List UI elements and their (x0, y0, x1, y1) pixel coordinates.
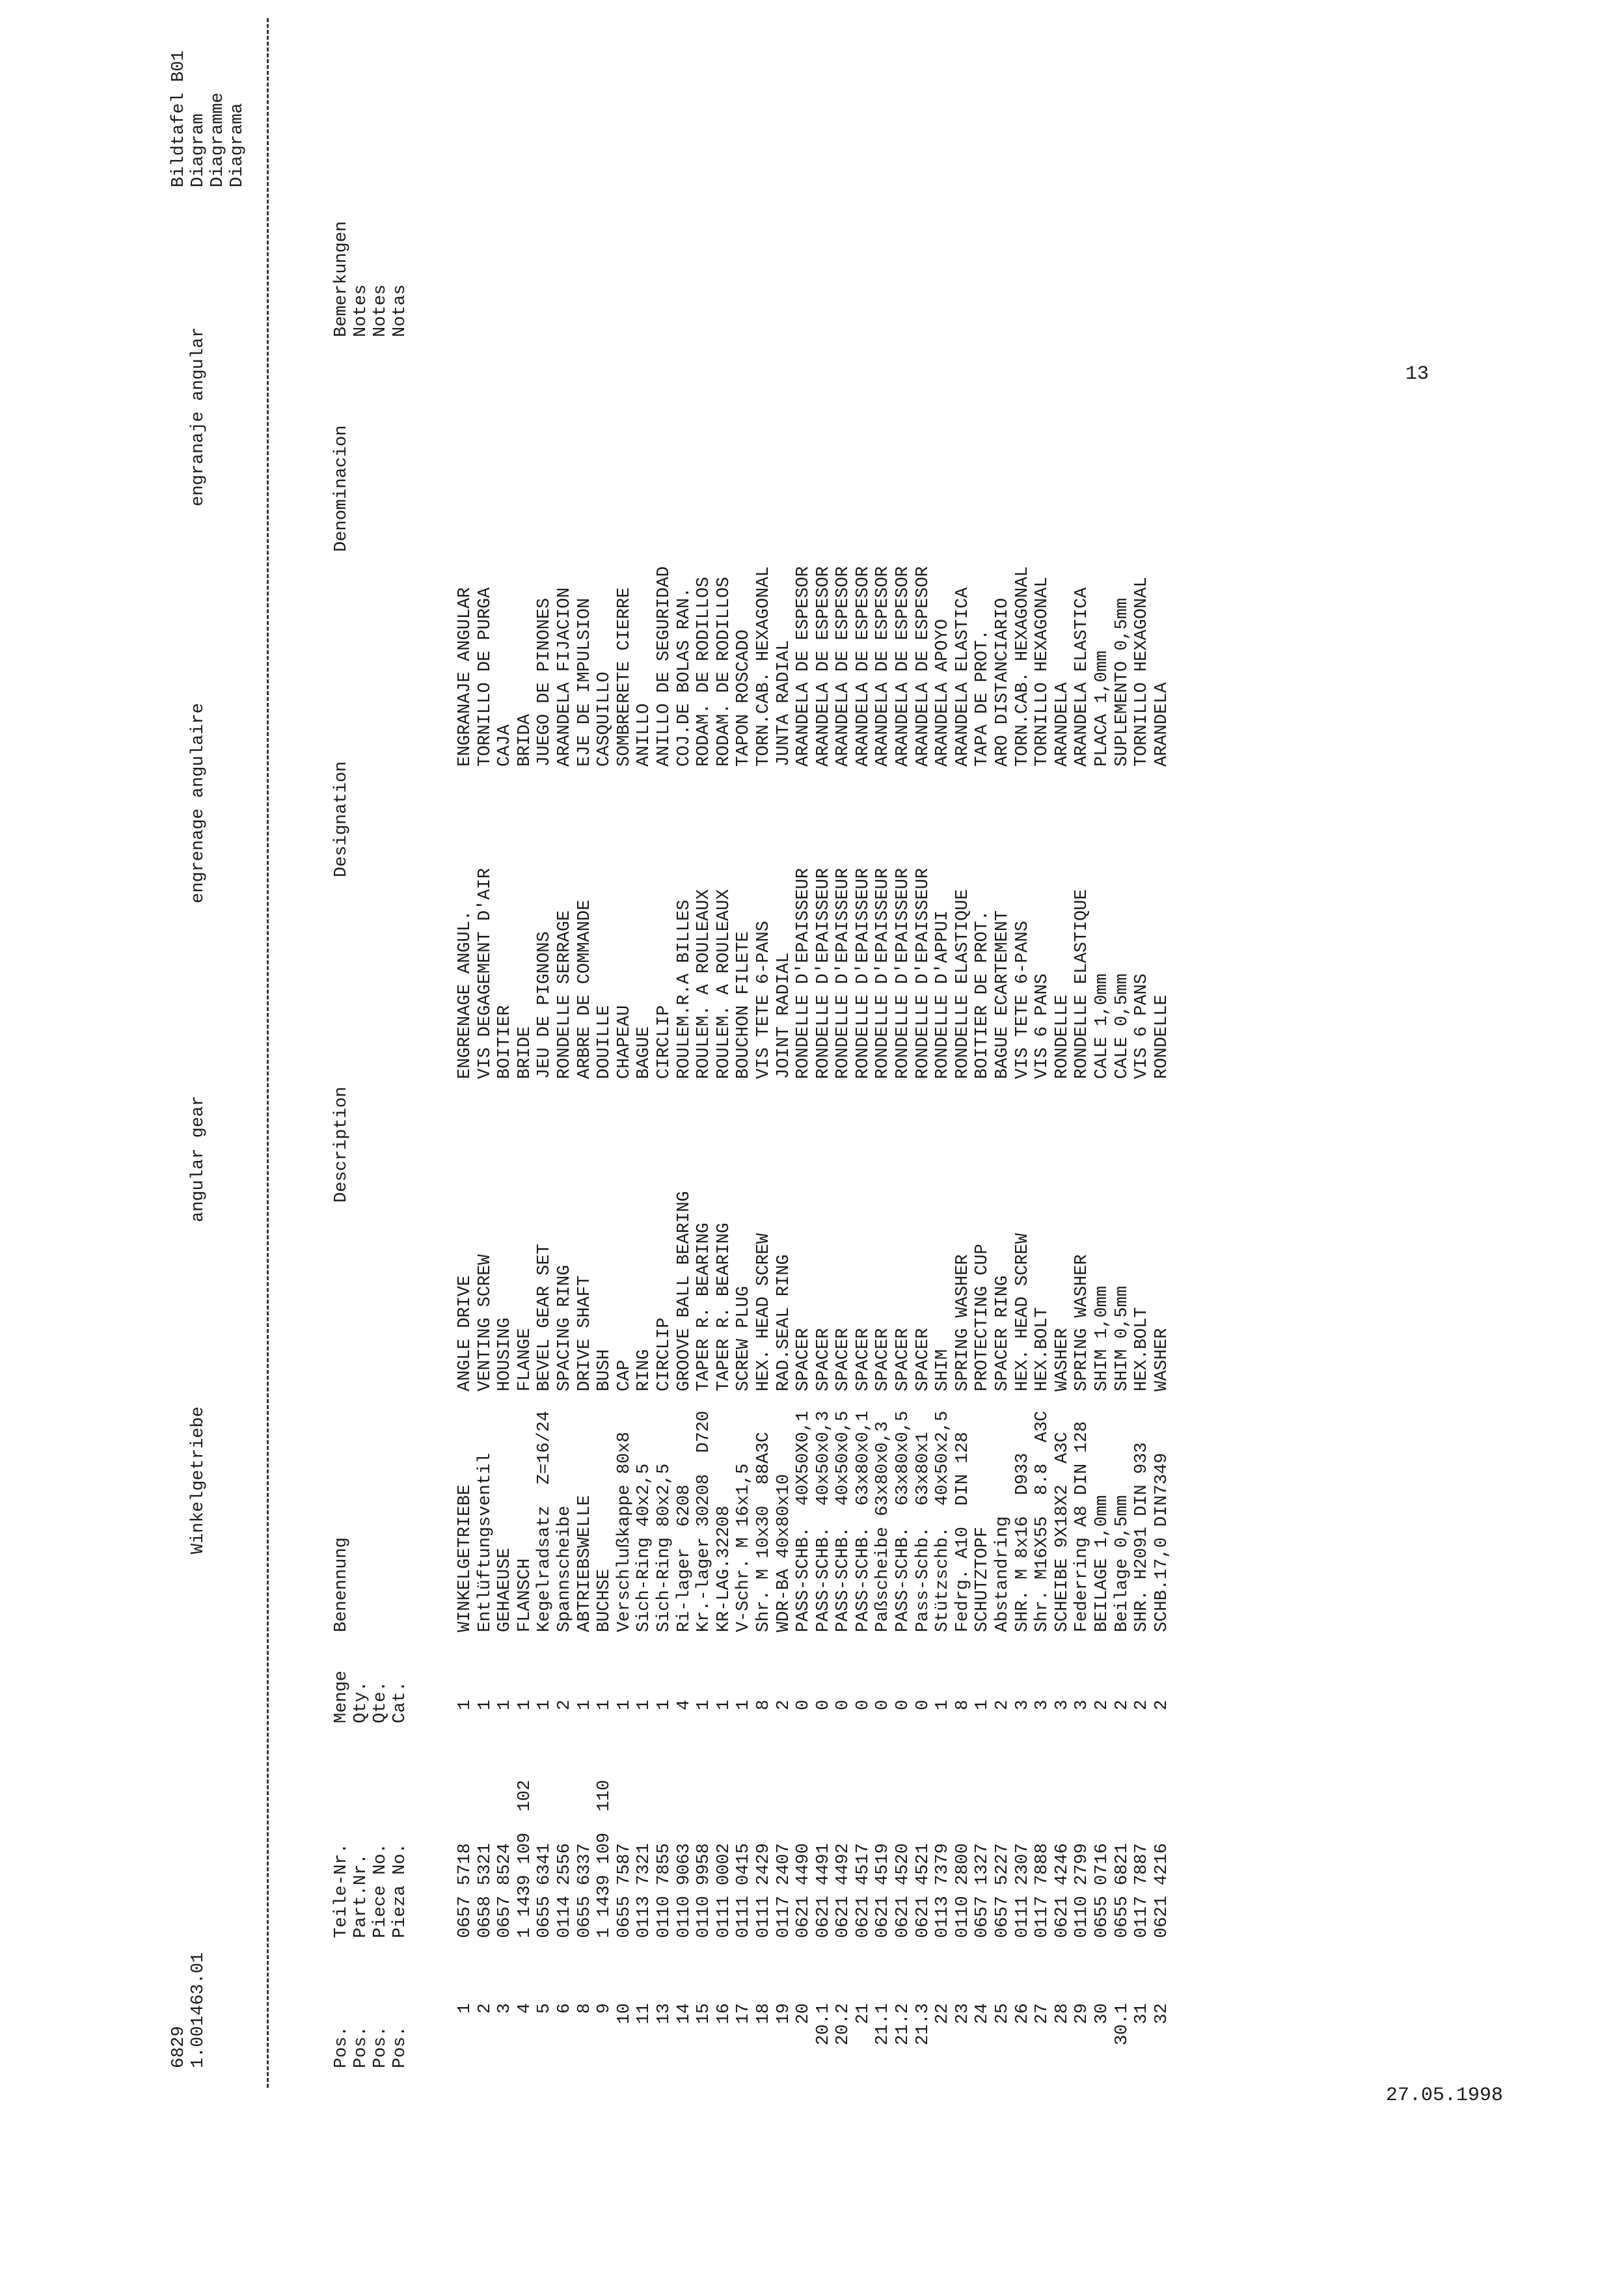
row-es: CAJA (495, 724, 515, 767)
row-en: SPACER (833, 1328, 854, 1391)
row-fr: BAGUE ECARTEMENT (993, 910, 1013, 1079)
row-pos: 24 (973, 2003, 993, 2025)
row-de: Pass-Schb. 63x80x1 (913, 1432, 933, 1632)
row-qty: 1 (694, 1699, 714, 1710)
row-es: ANILLO (634, 703, 655, 767)
row-de: Verschlußkappe 80x8 (614, 1432, 634, 1632)
row-en: SPRING WASHER (953, 1254, 973, 1391)
row-part: 0621 4517 (853, 1843, 873, 1938)
row-en: HEX. HEAD SCREW (753, 1233, 774, 1391)
plate-label-english: Diagram (189, 113, 208, 187)
row-es: TORN.CAB. HEXAGONAL (753, 566, 774, 767)
row-fr: JEU DE PIGNONS (535, 931, 555, 1079)
row-de: WDR-BA 40x80x10 (774, 1473, 794, 1632)
row-de: Shr. M 10x30 88A3C (753, 1432, 774, 1632)
row-qty: 1 (575, 1699, 595, 1710)
row-qty: 8 (953, 1699, 973, 1710)
row-part: 0621 4491 (813, 1843, 833, 1938)
row-es: ARANDELA FIJACION (554, 587, 575, 767)
row-pos: 21.3 (913, 2003, 933, 2045)
row-part: 0621 4519 (873, 1843, 893, 1938)
title-german: Winkelgetriebe (189, 1406, 208, 1554)
row-part: 0655 7587 (614, 1843, 634, 1938)
row-qty: 1 (614, 1699, 634, 1710)
row-en: GROOVE BALL BEARING (674, 1191, 694, 1391)
col-header-french: Designation (332, 761, 351, 877)
row-qty: 8 (753, 1699, 774, 1710)
row-en: SPACER RING (993, 1275, 1013, 1391)
row-part: 0111 2429 (753, 1843, 774, 1938)
row-qty: 0 (853, 1699, 873, 1710)
document-number: 1.001463.01 (189, 1952, 208, 2068)
row-fr: BOUCHON FILETE (734, 931, 754, 1079)
row-qty: 1 (634, 1699, 655, 1710)
row-pos: 18 (753, 2003, 774, 2025)
row-pos: 10 (614, 2003, 634, 2025)
col-header-notes: Bemerkungen Notes Notes Notas (332, 221, 410, 337)
row-en: FLANGE (515, 1328, 535, 1391)
row-qty: 1 (535, 1699, 555, 1710)
row-en: WASHER (1052, 1328, 1072, 1391)
row-en: SPACER (794, 1328, 814, 1391)
row-de: FLANSCH (515, 1558, 535, 1632)
row-fr: CALE 1,0mm (1092, 973, 1112, 1079)
row-de: PASS-SCHB. 63x80x0,5 (893, 1410, 914, 1632)
row-pos: 6 (554, 2003, 575, 2014)
row-de: SHR. M 8x16 D933 (1012, 1453, 1033, 1632)
print-date: 27.05.1998 (1386, 2085, 1504, 2107)
row-pos: 8 (575, 2003, 595, 2014)
row-en: HEX.BOLT (1033, 1307, 1053, 1391)
row-qty: 0 (813, 1699, 833, 1710)
row-fr: DOUILLE (595, 1005, 615, 1079)
row-qty: 1 (475, 1699, 495, 1710)
title-spanish: engranaje angular (189, 327, 208, 506)
row-es: ARANDELA ELASTICA (953, 587, 973, 767)
row-pos: 23 (953, 2003, 973, 2025)
row-part: 0117 7888 (1033, 1843, 1053, 1938)
row-pos: 15 (694, 2003, 714, 2025)
row-qty: 3 (1012, 1699, 1033, 1710)
row-en: SPACER (893, 1328, 914, 1391)
row-es: ARANDELA DE ESPESOR (794, 566, 814, 767)
title-french: engrenage angulaire (189, 703, 208, 903)
row-de: PASS-SCHB. 40X50X0,1 (794, 1410, 814, 1632)
row-part: 0621 4216 (1152, 1843, 1172, 1938)
col-header-spanish: Denominacion (332, 425, 351, 552)
row-qty: 3 (1033, 1699, 1053, 1710)
row-es: COJ.DE BOLAS RAN. (674, 587, 694, 767)
row-es: ARANDELA DE ESPESOR (813, 566, 833, 767)
row-part: 0110 9063 (674, 1843, 694, 1938)
row-en: HEX. HEAD SCREW (1012, 1233, 1033, 1391)
row-en: SPACER (873, 1328, 893, 1391)
plate-label-spanish: Diagrama (228, 103, 247, 187)
row-de: Paßscheibe 63x80x0,3 (873, 1421, 893, 1632)
row-fr: RONDELLE ELASTIQUE (1072, 889, 1092, 1079)
row-qty: 1 (455, 1699, 475, 1710)
row-pos: 19 (774, 2003, 794, 2025)
row-es: BRIDA (515, 713, 535, 767)
row-fr: RONDELLE D'EPAISSEUR (813, 868, 833, 1079)
row-qty: 2 (554, 1699, 575, 1710)
row-pos: 5 (535, 2003, 555, 2014)
row-part: 0621 4492 (833, 1843, 854, 1938)
row-es: TORNILLO HEXAGONAL (1033, 577, 1053, 767)
row-de: Abstandring (993, 1516, 1013, 1632)
row-fr: RONDELLE D'EPAISSEUR (873, 868, 893, 1079)
row-fr: ENGRENAGE ANGUL. (455, 910, 475, 1079)
col-header-qty: Menge Qty. Qte. Cat. (332, 1670, 410, 1723)
row-part: 0111 2307 (1012, 1843, 1033, 1938)
row-es: ARANDELA DE ESPESOR (893, 566, 914, 767)
row-es: ARANDELA (1052, 682, 1072, 767)
row-part: 0621 4520 (893, 1843, 914, 1938)
row-qty: 0 (893, 1699, 914, 1710)
row-fr: VIS 6 PANS (1132, 973, 1152, 1079)
row-en: BEVEL GEAR SET (535, 1244, 555, 1391)
column-quantity (455, 1700, 1172, 1710)
row-en: WASHER (1152, 1328, 1172, 1391)
row-pos: 29 (1072, 2003, 1092, 2025)
row-de: SCHEIBE 9X18X2 A3C (1052, 1432, 1072, 1632)
row-en: ANGLE DRIVE (455, 1275, 475, 1391)
row-es: TAPA DE PROT. (973, 629, 993, 767)
row-qty: 0 (833, 1699, 854, 1710)
row-fr: JOINT RADIAL (774, 952, 794, 1079)
row-part: 0655 6341 (535, 1843, 555, 1938)
row-fr: ROULEM. A ROULEAUX (694, 889, 714, 1079)
row-es: ENGRANAJE ANGULAR (455, 587, 475, 767)
row-de: Kegelradsatz Z=16/24 (535, 1410, 555, 1632)
row-en: TAPER R. BEARING (714, 1222, 734, 1391)
row-pos: 25 (993, 2003, 1013, 2025)
row-qty: 2 (1132, 1699, 1152, 1710)
row-pos: 13 (654, 2003, 674, 2025)
row-en: HEX.BOLT (1132, 1307, 1152, 1391)
row-pos: 26 (1012, 2003, 1033, 2025)
row-de: Stützschb. 40x50x2,5 (933, 1410, 953, 1632)
row-es: ARANDELA (1152, 682, 1172, 767)
row-es: TORNILLO DE PURGA (475, 587, 495, 767)
row-pos: 32 (1152, 2003, 1172, 2025)
row-qty: 3 (1052, 1699, 1072, 1710)
row-es: SUPLEMENTO 0,5mm (1112, 597, 1132, 767)
plate-label-french: Diagramme (208, 92, 228, 187)
row-es: ARANDELA APOYO (933, 619, 953, 767)
col-header-german: Benennung (332, 1537, 351, 1632)
row-pos: 31 (1132, 2003, 1152, 2025)
row-pos: 1 (455, 2003, 475, 2014)
row-es: ANILLO DE SEGURIDAD (654, 566, 674, 767)
row-part: 0113 7379 (933, 1843, 953, 1938)
row-part: 0111 0002 (714, 1843, 734, 1938)
row-fr: RONDELLE D'EPAISSEUR (833, 868, 854, 1079)
row-part: 0657 5718 (455, 1843, 475, 1938)
row-es: ARANDELA DE ESPESOR (833, 566, 854, 767)
row-part: 0657 1327 (973, 1843, 993, 1938)
row-qty: 1 (933, 1699, 953, 1710)
row-es: TAPON ROSCADO (734, 629, 754, 767)
row-en: SPACER (913, 1328, 933, 1391)
row-fr: BRIDE (515, 1026, 535, 1079)
row-fr: RONDELLE ELASTIQUE (953, 889, 973, 1079)
row-qty: 1 (595, 1699, 615, 1710)
row-fr: ARBRE DE COMMANDE (575, 899, 595, 1079)
row-en: SHIM 0,5mm (1112, 1285, 1132, 1391)
row-fr: RONDELLE D'APPUI (933, 910, 953, 1079)
row-en: SCREW PLUG (734, 1285, 754, 1391)
row-pos: 27 (1033, 2003, 1053, 2025)
row-fr: RONDELLE (1152, 994, 1172, 1079)
row-de: Kr.-lager 30208 D720 (694, 1410, 714, 1632)
row-fr: RONDELLE SERRAGE (554, 910, 575, 1079)
row-es: ARANDELA ELASTICA (1072, 587, 1092, 767)
row-en: TAPER R. BEARING (694, 1222, 714, 1391)
row-es: ARO DISTANCIARIO (993, 597, 1013, 767)
row-qty: 2 (1092, 1699, 1112, 1710)
row-de: V-Schr. M 16x1,5 (734, 1463, 754, 1632)
row-de: Entlüftungsventil (475, 1453, 495, 1632)
row-part: 0113 7321 (634, 1843, 655, 1938)
row-part: 0657 8524 (495, 1843, 515, 1938)
row-es: RODAM. DE RODILLOS (714, 577, 734, 767)
row-pos: 28 (1052, 2003, 1072, 2025)
row-en: SHIM 1,0mm (1092, 1285, 1112, 1391)
row-es: PLACA 1,0mm (1092, 650, 1112, 767)
row-pos: 21.2 (893, 2003, 914, 2045)
row-de: BUCHSE (595, 1568, 615, 1632)
row-en: HOUSING (495, 1317, 515, 1391)
row-part: 0110 7855 (654, 1843, 674, 1938)
row-pos: 30.1 (1112, 2003, 1132, 2045)
row-de: WINKELGETRIEBE (455, 1484, 475, 1632)
row-en: RAD.SEAL RING (774, 1254, 794, 1391)
header-divider (267, 18, 269, 2088)
row-en: VENTING SCREW (475, 1254, 495, 1391)
row-qty: 1 (495, 1699, 515, 1710)
column-french (455, 868, 1172, 1079)
col-header-part-no: Teile-Nr. Part.Nr. Piece No. Pieza No. (332, 1843, 410, 1938)
row-de: Federring A8 DIN 128 (1072, 1421, 1092, 1632)
row-de: PASS-SCHB. 40x50x0,5 (833, 1410, 854, 1632)
row-pos: 30 (1092, 2003, 1112, 2025)
row-de: BEILAGE 1,0mm (1092, 1495, 1112, 1632)
row-pos: 11 (634, 2003, 655, 2025)
row-qty: 4 (674, 1699, 694, 1710)
row-fr: CHAPEAU (614, 1005, 634, 1079)
row-en: SHIM (933, 1349, 953, 1391)
row-part: 0117 7887 (1132, 1843, 1152, 1938)
row-qty: 1 (973, 1699, 993, 1710)
row-part: 0114 2556 (554, 1843, 575, 1938)
row-qty: 2 (774, 1699, 794, 1710)
row-de: Ri-lager 6208 (674, 1484, 694, 1632)
row-de: Spannscheibe (554, 1505, 575, 1632)
column-english (455, 1191, 1172, 1391)
row-pos: 20.2 (833, 2003, 854, 2045)
row-es: RODAM. DE RODILLOS (694, 577, 714, 767)
row-es: JUNTA RADIAL (774, 640, 794, 767)
row-qty: 0 (873, 1699, 893, 1710)
row-en: BUSH (595, 1349, 615, 1391)
row-en: DRIVE SHAFT (575, 1275, 595, 1391)
row-de: SHR. H2091 DIN 933 (1132, 1442, 1152, 1632)
column-part-number (455, 1780, 1172, 1938)
row-part: 0655 6821 (1112, 1843, 1132, 1938)
row-qty: 0 (913, 1699, 933, 1710)
row-qty: 2 (1112, 1699, 1132, 1710)
row-part: 0621 4246 (1052, 1843, 1072, 1938)
row-es: JUEGO DE PINONES (535, 597, 555, 767)
row-pos: 21.1 (873, 2003, 893, 2045)
row-de: Sich-Ring 80x2,5 (654, 1463, 674, 1632)
row-es: CASQUILLO (595, 672, 615, 767)
row-qty: 0 (794, 1699, 814, 1710)
row-fr: BOITIER DE PROT. (973, 910, 993, 1079)
row-part: 0655 6337 (575, 1843, 595, 1938)
row-de: PASS-SCHB. 63x80x0,1 (853, 1410, 873, 1632)
row-de: PASS-SCHB. 40x50x0,3 (813, 1410, 833, 1632)
row-fr: RONDELLE (1052, 994, 1072, 1079)
row-qty: 1 (654, 1699, 674, 1710)
row-part: 0621 4490 (794, 1843, 814, 1938)
row-pos: 22 (933, 2003, 953, 2025)
col-header-pos: Pos. Pos. Pos. Pos. (332, 2026, 410, 2068)
row-part: 0117 2407 (774, 1843, 794, 1938)
row-pos: 14 (674, 2003, 694, 2025)
row-fr: VIS TETE 6-PANS (1012, 920, 1033, 1079)
row-pos: 20.1 (813, 2003, 833, 2045)
row-fr: RONDELLE D'EPAISSEUR (913, 868, 933, 1079)
row-part: 1 1439 109 110 (595, 1779, 615, 1938)
row-de: Beilage 0,5mm (1112, 1495, 1132, 1632)
row-pos: 9 (595, 2003, 615, 2014)
plate-label-german: Bildtafel B01 (169, 50, 189, 187)
row-part: 0110 2799 (1072, 1843, 1092, 1938)
row-qty: 1 (714, 1699, 734, 1710)
row-qty: 1 (515, 1699, 535, 1710)
page-number: 13 (1405, 363, 1429, 385)
column-spanish (455, 566, 1172, 767)
row-de: GEHAEUSE (495, 1548, 515, 1632)
row-fr: BAGUE (634, 1026, 655, 1079)
row-en: CAP (614, 1360, 634, 1391)
row-fr: VIS TETE 6-PANS (753, 920, 774, 1079)
row-en: RING (634, 1349, 655, 1391)
row-en: PROTECTING CUP (973, 1244, 993, 1391)
row-part: 0621 4521 (913, 1843, 933, 1938)
column-position (455, 2003, 1172, 2075)
row-pos: 21 (853, 2003, 873, 2025)
row-part: 0111 0415 (734, 1843, 754, 1938)
row-es: TORNILLO HEXAGONAL (1132, 577, 1152, 767)
row-de: SCHUTZTOPF (973, 1526, 993, 1632)
row-fr: ROULEM.R.A BILLES (674, 899, 694, 1079)
row-es: ARANDELA DE ESPESOR (913, 566, 933, 767)
row-qty: 2 (993, 1699, 1013, 1710)
row-part: 0658 5321 (475, 1843, 495, 1938)
row-de: Fedrg. A10 DIN 128 (953, 1432, 973, 1632)
title-english: angular gear (189, 1095, 208, 1222)
row-fr: RONDELLE D'EPAISSEUR (893, 868, 914, 1079)
row-es: SOMBRERETE CIERRE (614, 587, 634, 767)
row-en: SPACER (813, 1328, 833, 1391)
row-de: KR-LAG.32208 (714, 1505, 734, 1632)
row-de: ABTRIEBSWELLE (575, 1495, 595, 1632)
row-fr: BOITIER (495, 1005, 515, 1079)
row-pos: 17 (734, 2003, 754, 2025)
row-es: EJE DE IMPULSION (575, 597, 595, 767)
row-es: ARANDELA DE ESPESOR (873, 566, 893, 767)
row-qty: 1 (734, 1699, 754, 1710)
row-pos: 2 (475, 2003, 495, 2014)
column-german (455, 1411, 1172, 1632)
row-en: CIRCLIP (654, 1317, 674, 1391)
row-fr: CALE 0,5mm (1112, 973, 1132, 1079)
row-de: SCHB.17,0 DIN7349 (1152, 1453, 1172, 1632)
row-pos: 3 (495, 2003, 515, 2014)
row-fr: VIS DEGAGEMENT D'AIR (475, 868, 495, 1079)
row-fr: RONDELLE D'EPAISSEUR (794, 868, 814, 1079)
row-fr: VIS 6 PANS (1033, 973, 1053, 1079)
row-qty: 3 (1072, 1699, 1092, 1710)
row-pos: 20 (794, 2003, 814, 2025)
col-header-english: Description (332, 1086, 351, 1203)
row-es: TORN.CAB. HEXAGONAL (1012, 566, 1033, 767)
row-pos: 4 (515, 2003, 535, 2014)
row-part: 0657 5227 (993, 1843, 1013, 1938)
row-es: ARANDELA DE ESPESOR (853, 566, 873, 767)
diagram-number: 6829 (169, 2026, 189, 2068)
row-qty: 2 (1152, 1699, 1172, 1710)
row-part: 0110 2800 (953, 1843, 973, 1938)
row-pos: 16 (714, 2003, 734, 2025)
row-en: SPRING WASHER (1072, 1254, 1092, 1391)
row-part: 0110 9958 (694, 1843, 714, 1938)
row-de: Shr. M16X55 8.8 A3C (1033, 1410, 1053, 1632)
row-fr: RONDELLE D'EPAISSEUR (853, 868, 873, 1079)
row-fr: CIRCLIP (654, 1005, 674, 1079)
row-en: SPACER (853, 1328, 873, 1391)
row-part: 0655 0716 (1092, 1843, 1112, 1938)
row-en: SPACING RING (554, 1265, 575, 1391)
row-fr: ROULEM. A ROULEAUX (714, 889, 734, 1079)
row-de: Sich-Ring 40x2,5 (634, 1463, 655, 1632)
row-part: 1 1439 109 102 (515, 1779, 535, 1938)
